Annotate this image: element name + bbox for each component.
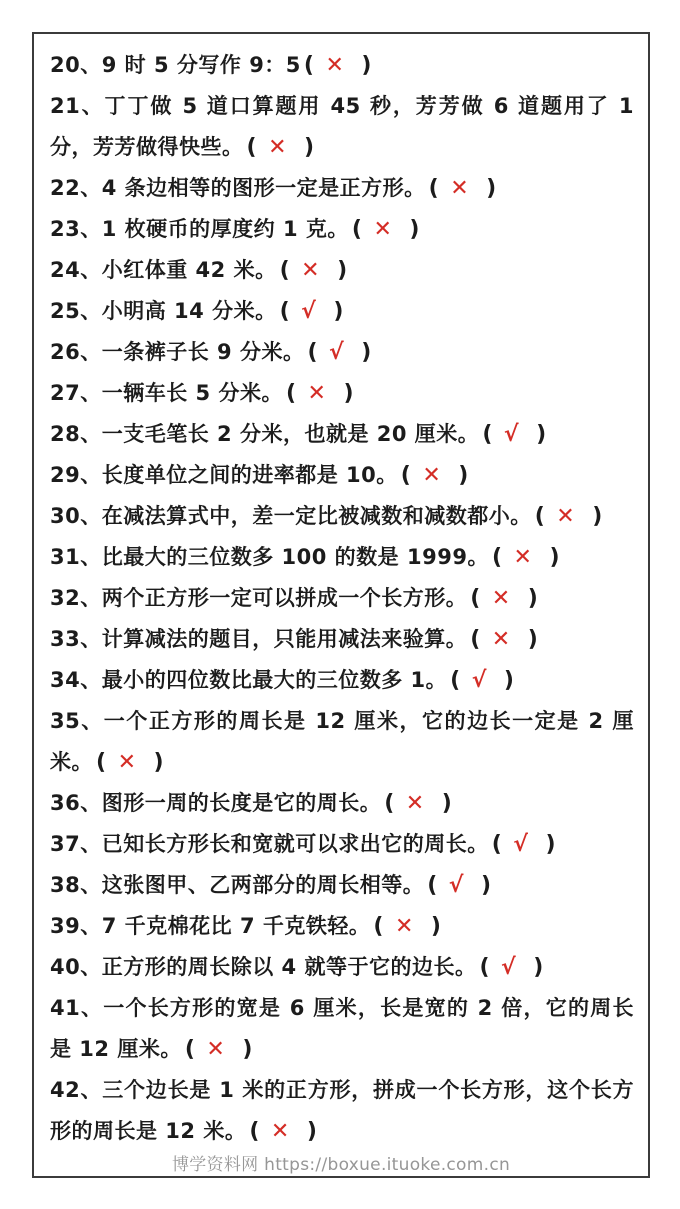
- answer-mark: √: [448, 873, 464, 898]
- paren-close: ): [480, 873, 492, 898]
- paren-close: ): [343, 381, 355, 406]
- question-row: [50, 988, 634, 1070]
- paren-open: (: [534, 504, 546, 529]
- paren-close: ): [409, 217, 420, 242]
- paren-open: (: [482, 422, 493, 447]
- question-text: 20、9 时 5 分写作 9：5: [50, 53, 301, 77]
- paren-close: ): [533, 955, 544, 980]
- paren-open: (: [373, 914, 384, 939]
- paren-close: ): [304, 135, 315, 160]
- question-text: 41、一个长方形的宽是 6 厘米，长是宽的 2 倍，它的周长是 12 厘米。: [50, 996, 634, 1061]
- question-row: [50, 701, 634, 783]
- question-text: 28、一支毛笔长 2 分米，也就是 20 厘米。: [50, 422, 480, 446]
- paren-open: (: [400, 463, 412, 488]
- paren-close: ): [333, 299, 344, 324]
- paren-open: (: [96, 750, 107, 775]
- question-text: 23、1 枚硬币的厚度约 1 克。: [50, 217, 349, 241]
- paren-close: ): [592, 504, 603, 529]
- answer-mark: √: [329, 340, 345, 365]
- paren-close: ): [527, 627, 539, 652]
- paren-close: ): [549, 545, 561, 570]
- paren-close: ): [536, 422, 547, 447]
- question-row: [50, 455, 634, 496]
- answer-mark: ✕: [556, 504, 576, 529]
- answer-mark: ✕: [373, 217, 393, 242]
- answer-mark: √: [301, 299, 317, 324]
- answer-mark: √: [471, 668, 487, 693]
- question-row: [50, 824, 634, 865]
- question-row: [50, 578, 634, 619]
- paren-open: (: [184, 1037, 196, 1062]
- paren-open: (: [491, 545, 503, 570]
- paren-open: (: [303, 53, 315, 78]
- question-row: [50, 45, 634, 86]
- answer-mark: ✕: [491, 627, 511, 652]
- question-row: [50, 414, 634, 455]
- paren-open: (: [279, 299, 291, 324]
- footer-watermark: 博学资料网 https://boxue.ituoke.com.cn: [171, 1155, 511, 1175]
- paren-close: ): [545, 832, 557, 857]
- question-text: 35、一个正方形的周长是 12 厘米，它的边长一定是 2 厘米。: [50, 709, 634, 774]
- paren-open: (: [307, 340, 319, 365]
- paren-open: (: [479, 955, 491, 980]
- question-row: [50, 291, 634, 332]
- question-text: 34、最小的四位数比最大的三位数多 1。: [50, 668, 448, 692]
- question-row: [50, 496, 634, 537]
- paren-open: (: [249, 1119, 260, 1144]
- paren-close: ): [361, 53, 372, 78]
- answer-mark: ✕: [307, 381, 327, 406]
- paren-open: (: [428, 176, 440, 201]
- question-row: [50, 373, 634, 414]
- paren-open: (: [470, 586, 481, 611]
- question-row: [50, 209, 634, 250]
- answer-mark: √: [501, 955, 517, 980]
- question-text: 36、图形一周的长度是它的周长。: [50, 791, 382, 815]
- answer-mark: √: [503, 422, 520, 447]
- question-row: [50, 660, 634, 701]
- question-text: 29、长度单位之间的进率都是 10。: [50, 463, 398, 487]
- question-text: 39、7 千克棉花比 7 千克铁轻。: [50, 914, 371, 938]
- question-row: [50, 537, 634, 578]
- question-text: 26、一条裤子长 9 分米。: [50, 340, 305, 364]
- answer-mark: √: [513, 832, 529, 857]
- answer-mark: ✕: [268, 135, 287, 160]
- paren-open: (: [427, 873, 438, 898]
- question-row: [50, 783, 634, 824]
- paren-open: (: [470, 627, 481, 652]
- answer-mark: ✕: [206, 1037, 226, 1062]
- paren-close: ): [486, 176, 497, 201]
- question-text: 32、两个正方形一定可以拼成一个长方形。: [50, 586, 468, 610]
- question-row: [50, 947, 634, 988]
- answer-mark: ✕: [270, 1119, 290, 1144]
- paren-close: ): [527, 586, 539, 611]
- question-text: 27、一辆车长 5 分米。: [50, 381, 283, 405]
- answer-mark: ✕: [325, 53, 345, 78]
- question-text: 33、计算减法的题目，只能用减法来验算。: [50, 627, 468, 651]
- paren-close: ): [337, 258, 348, 283]
- answer-mark: ✕: [422, 463, 442, 488]
- question-text: 22、4 条边相等的图形一定是正方形。: [50, 176, 426, 200]
- answer-mark: ✕: [513, 545, 533, 570]
- question-text: 37、已知长方形长和宽就可以求出它的周长。: [50, 832, 489, 856]
- paren-close: ): [503, 668, 515, 693]
- paren-open: (: [285, 381, 297, 406]
- question-text: 21、丁丁做 5 道口算题用 45 秒，芳芳做 6 道题用了 1 分，芳芳做得快些。: [50, 94, 634, 159]
- paren-close: ): [153, 750, 165, 775]
- paren-close: ): [458, 463, 469, 488]
- question-row: [50, 865, 634, 906]
- answer-mark: ✕: [491, 586, 511, 611]
- question-row: [50, 250, 634, 291]
- paren-open: (: [279, 258, 291, 283]
- paren-open: (: [491, 832, 503, 857]
- answer-mark: ✕: [394, 914, 414, 939]
- question-row: [50, 619, 634, 660]
- paren-close: ): [441, 791, 453, 816]
- question-text: 25、小明高 14 分米。: [50, 299, 277, 323]
- question-text: 38、这张图甲、乙两部分的周长相等。: [50, 873, 425, 897]
- answer-mark: ✕: [301, 258, 321, 283]
- paren-open: (: [384, 791, 395, 816]
- question-row: [50, 332, 634, 373]
- question-row: [50, 86, 634, 168]
- paren-close: ): [361, 340, 372, 365]
- answer-mark: ✕: [450, 176, 470, 201]
- worksheet-frame: [32, 32, 650, 1178]
- question-text: 31、比最大的三位数多 100 的数是 1999。: [50, 545, 489, 569]
- paren-close: ): [306, 1119, 318, 1144]
- answer-mark: ✕: [117, 750, 137, 775]
- question-text: 24、小红体重 42 米。: [50, 258, 277, 282]
- question-row: [50, 1070, 634, 1152]
- paren-open: (: [351, 217, 363, 242]
- question-list: [50, 45, 634, 1152]
- question-text: 30、在减法算式中，差一定比被减数和减数都小。: [50, 504, 532, 528]
- question-text: 40、正方形的周长除以 4 就等于它的边长。: [50, 955, 477, 979]
- question-text: 42、三个边长是 1 米的正方形，拼成一个长方形，这个长方形的周长是 12 米。: [50, 1078, 634, 1143]
- answer-mark: ✕: [405, 791, 425, 816]
- paren-open: (: [450, 668, 461, 693]
- paren-open: (: [246, 135, 258, 160]
- paren-close: ): [242, 1037, 253, 1062]
- question-row: [50, 168, 634, 209]
- question-row: [50, 906, 634, 947]
- paren-close: ): [430, 914, 442, 939]
